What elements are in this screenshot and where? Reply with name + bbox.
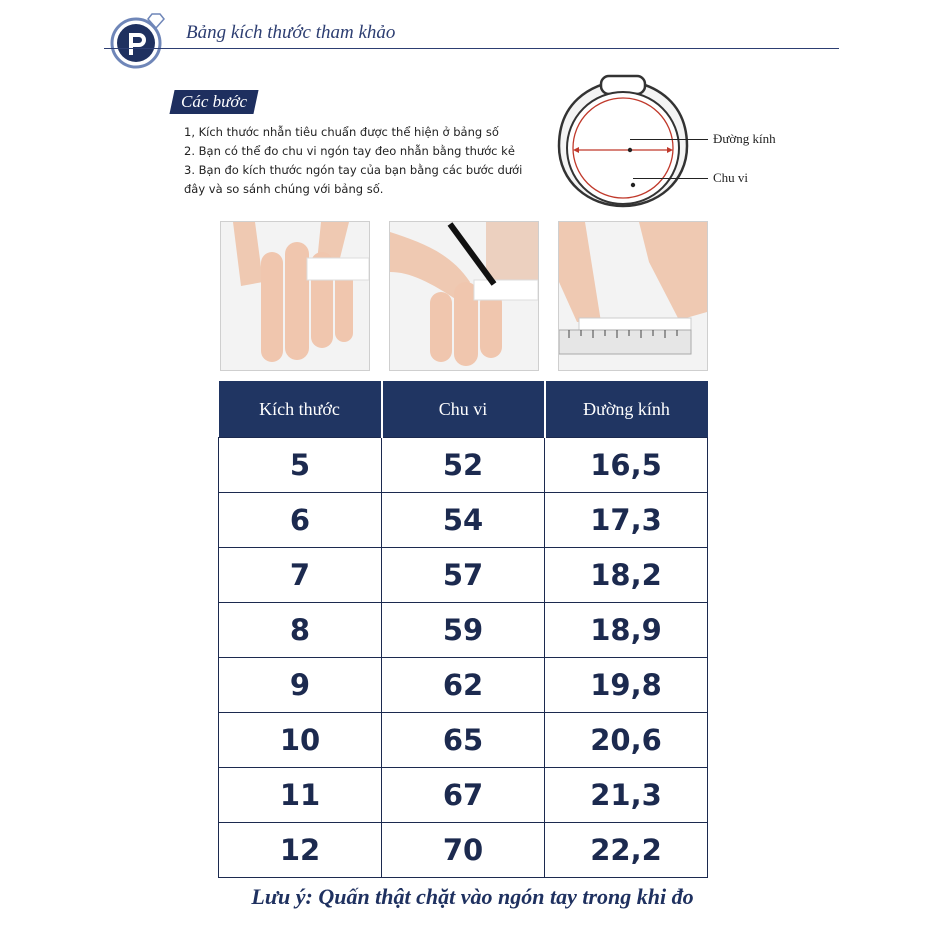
- table-row: [219, 603, 708, 658]
- circumference-cell: 70: [382, 823, 545, 878]
- circumference-cell: 65: [382, 713, 545, 768]
- table-row: [219, 438, 708, 493]
- diameter-cell: 17,3: [545, 493, 708, 548]
- circumference-cell: 54: [382, 493, 545, 548]
- step-line: 3. Bạn đo kích thước ngón tay của bạn bằng các bước dưới: [184, 163, 523, 177]
- circumference-leader-line: [633, 178, 708, 179]
- diameter-cell: 20,6: [545, 713, 708, 768]
- diameter-leader-line: [630, 139, 708, 140]
- diameter-cell: 21,3: [545, 768, 708, 823]
- circumference-cell: 52: [382, 438, 545, 493]
- table-row: [219, 548, 708, 603]
- table-row: [219, 823, 708, 878]
- column-header-diameter: Đường kính: [545, 381, 708, 438]
- size-cell: 9: [219, 658, 382, 713]
- diameter-cell: 18,2: [545, 548, 708, 603]
- diameter-cell: 18,9: [545, 603, 708, 658]
- table-header-row: [219, 381, 708, 438]
- diameter-cell: 16,5: [545, 438, 708, 493]
- ring-diagram: [553, 74, 693, 210]
- size-cell: 7: [219, 548, 382, 603]
- diameter-cell: 22,2: [545, 823, 708, 878]
- step-line: 1, Kích thước nhẫn tiêu chuẩn được thể hiện ở bảng số: [184, 125, 499, 139]
- measurement-note: Lưu ý: Quấn thật chặt vào ngón tay trong khi đo: [251, 884, 694, 909]
- ruler-measure-photo: [558, 221, 708, 371]
- size-cell: 5: [219, 438, 382, 493]
- column-header-size: Kích thước: [219, 381, 382, 438]
- circumference-cell: 62: [382, 658, 545, 713]
- step-line: 2. Bạn có thể đo chu vi ngón tay đeo nhẫn bằng thước kẻ: [184, 144, 515, 158]
- column-header-circumference: Chu vi: [382, 381, 545, 438]
- circumference-cell: 57: [382, 548, 545, 603]
- circumference-label: Chu vi: [713, 170, 749, 185]
- diameter-label: Đường kính: [713, 131, 776, 146]
- header-divider: [104, 48, 839, 49]
- size-cell: 11: [219, 768, 382, 823]
- size-cell: 12: [219, 823, 382, 878]
- size-cell: 6: [219, 493, 382, 548]
- hand-wrap-paper-photo: [220, 221, 370, 371]
- ring-size-table: [218, 381, 708, 878]
- circumference-cell: 59: [382, 603, 545, 658]
- circumference-cell: 67: [382, 768, 545, 823]
- steps-badge: [169, 90, 258, 114]
- steps-badge-label: Các bước: [180, 92, 248, 111]
- brand-logo: [108, 11, 168, 71]
- hand-mark-pen-photo: [389, 221, 539, 371]
- page-title: Bảng kích thước tham khảo: [186, 22, 396, 43]
- step-line: đây và so sánh chúng với bảng số.: [184, 182, 384, 196]
- table-row: [219, 713, 708, 768]
- size-cell: 10: [219, 713, 382, 768]
- diameter-cell: 19,8: [545, 658, 708, 713]
- table-row: [219, 493, 708, 548]
- table-row: [219, 658, 708, 713]
- size-cell: 8: [219, 603, 382, 658]
- table-row: [219, 768, 708, 823]
